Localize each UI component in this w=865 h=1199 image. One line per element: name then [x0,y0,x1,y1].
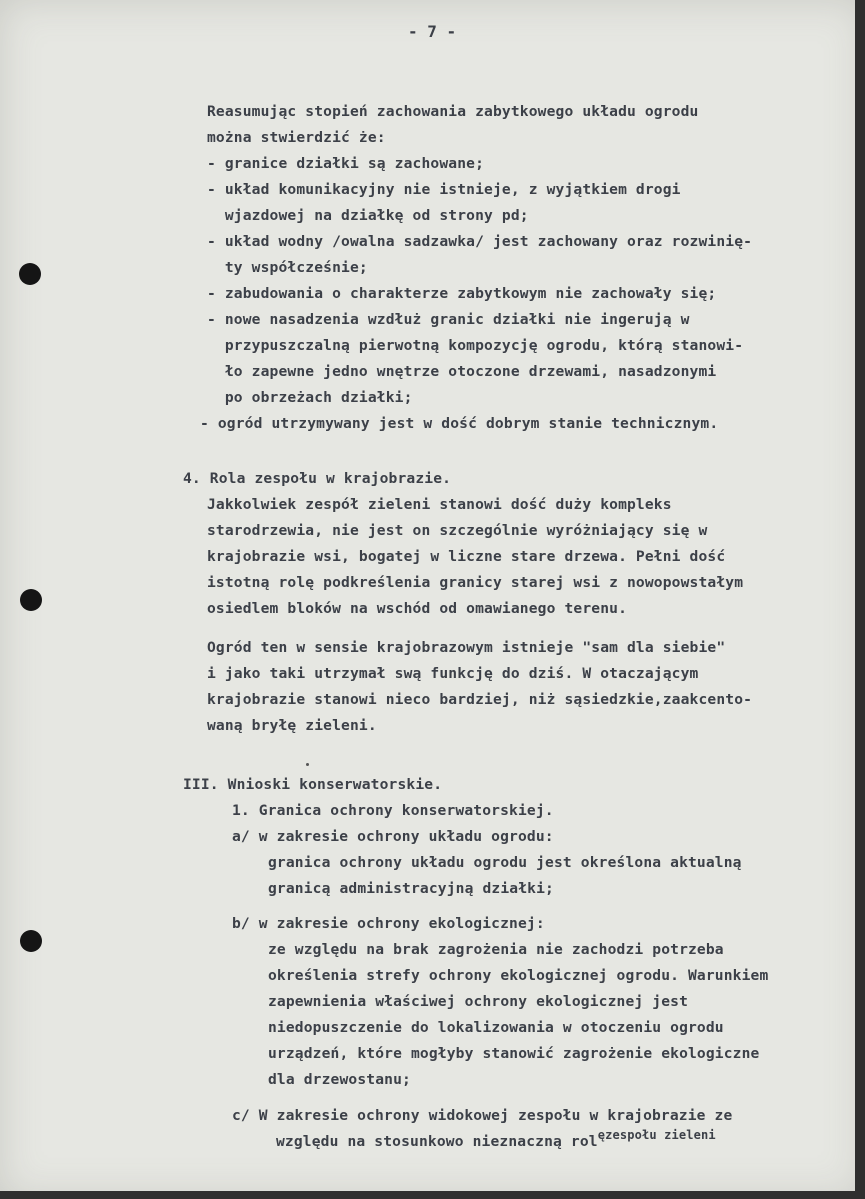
section-4-para1-line: starodrzewia, nie jest on szczególnie wyróżniający się w [207,522,708,539]
section-iii-b-text: niedopuszczenie do lokalizowania w otoczeniu ogrodu [268,1019,724,1036]
section-4-para1-line: osiedlem bloków na wschód od omawianego terenu. [207,600,628,617]
section-4-para1-line: istotną rolę podkreślenia granicy starej wsi z nowopowstałym [207,574,744,591]
punch-hole-middle [20,589,42,611]
resume-bullet: - układ komunikacyjny nie istnieje, z wyjątkiem drogi [207,181,681,198]
section-iii-b-text: ze względu na brak zagrożenia nie zachodzi potrzeba [268,941,724,958]
section-4-heading: 4. Rola zespołu w krajobrazie. [183,470,452,487]
resume-bullet: - granice działki są zachowane; [207,155,485,172]
resume-bullet-continuation: wjazdowej na działkę od strony pd; [207,207,529,224]
scan-edge-bottom [0,1191,865,1199]
section-iii-c-label: c/ W zakresie ochrony widokowej zespołu w krajobrazie ze [232,1107,733,1124]
resume-bullet: - układ wodny /owalna sadzawka/ jest zachowany oraz rozwinię- [207,233,753,250]
section-iii-b-text: zapewnienia właściwej ochrony ekologicznej jest [268,993,689,1010]
section-iii-b-text: określenia strefy ochrony ekologicznej ogrodu. Warunkiem [268,967,769,984]
resume-bullet-continuation: przypuszczalną pierwotną kompozycję ogrodu, którą stanowi- [207,337,744,354]
resume-bullet-continuation: ty współcześnie; [207,259,368,276]
page-number: - 7 - [408,22,457,41]
resume-bullet-continuation: po obrzeżach działki; [207,389,413,406]
resume-line: można stwierdzić że: [207,129,386,146]
scan-edge-right [855,0,865,1199]
section-4-para2-line: krajobrazie stanowi nieco bardziej, niż sąsiedzkie,zaakcento- [207,691,753,708]
section-iii-heading: III. Wnioski konserwatorskie. [183,776,443,793]
section-iii-b-text: urządzeń, które mogłyby stanowić zagrożenie ekologiczne [268,1045,760,1062]
section-4-para2-line: i jako taki utrzymał swą funkcję do dziś. W otaczającym [207,665,699,682]
section-4-para1-line: Jakkolwiek zespół zieleni stanowi dość duży kompleks [207,496,672,513]
section-iii-a-text: granicą administracyjną działki; [268,880,554,897]
resume-bullet: - nowe nasadzenia wzdłuż granic działki nie ingerują w [207,311,690,328]
resume-bullet-continuation: ło zapewne jedno wnętrze otoczone drzewami, nasadzonymi [207,363,717,380]
section-iii-a-label: a/ w zakresie ochrony układu ogrodu: [232,828,554,845]
section-iii-b-label: b/ w zakresie ochrony ekologicznej: [232,915,545,932]
section-4-para2-line: waną bryłę zieleni. [207,717,377,734]
punch-hole-bottom [20,930,42,952]
punch-hole-top [19,263,41,285]
resume-bullet: - ogród utrzymywany jest w dość dobrym stanie technicznym. [200,415,719,432]
ink-speck [306,763,309,766]
resume-line: Reasumując stopień zachowania zabytkowego układu ogrodu [207,103,699,120]
resume-bullet: - zabudowania o charakterze zabytkowym nie zachowały się; [207,285,717,302]
section-iii-c-text: względu na stosunkowo nieznaczną rol [276,1133,598,1150]
section-iii-item-1: 1. Granica ochrony konserwatorskiej. [232,802,554,819]
section-iii-c-superscript: ęzespołu zieleni [597,1128,716,1142]
section-4-para2-line: Ogród ten w sensie krajobrazowym istnieje "sam dla siebie" [207,639,726,656]
section-iii-b-text: dla drzewostanu; [268,1071,411,1088]
section-4-para1-line: krajobrazie wsi, bogatej w liczne stare drzewa. Pełni dość [207,548,726,565]
section-iii-c-line [276,1128,716,1151]
section-iii-a-text: granica ochrony układu ogrodu jest określona aktualną [268,854,742,871]
